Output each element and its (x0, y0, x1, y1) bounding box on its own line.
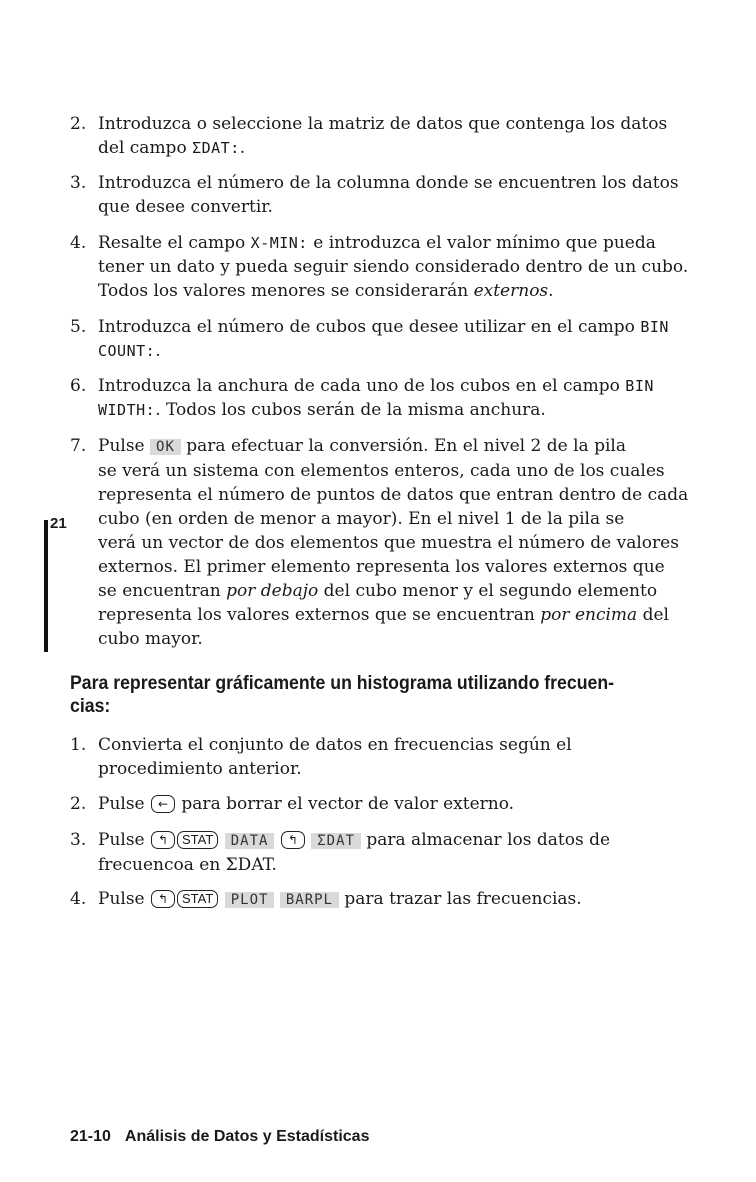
left-shift-key-icon: ↰ (151, 831, 175, 849)
step-text: procedimiento anterior. (98, 759, 302, 779)
step-text: e introduzca el valor mínimo que pueda (307, 233, 656, 253)
step-number: 3. (70, 830, 87, 850)
step-text: que desee convertir. (98, 197, 273, 217)
step-2 (70, 112, 710, 160)
step-number: 7. (70, 436, 87, 456)
step-text: Introduzca el número de cubos que desee utilizar en el campo (98, 317, 641, 337)
left-shift-key-icon: ↰ (151, 890, 175, 908)
step-text: Introduzca el número de la columna donde se encuentren los datos (98, 173, 679, 193)
stat-key: STAT (177, 831, 218, 849)
step-text-italic: por encima (540, 605, 638, 625)
page-number: 21-10 (70, 1128, 111, 1145)
heading-line: Para representar gráficamente un histograma utilizando frecuen- (70, 673, 614, 694)
step-text: se verá un sistema con elementos enteros, cada uno de los cuales (98, 461, 665, 481)
step-number: 2. (70, 114, 87, 134)
step-text: . Todos los cubos serán de la misma anchura. (155, 400, 546, 420)
ok-softkey: OK (150, 439, 181, 455)
step-number: 2. (70, 794, 87, 814)
sdat-softkey: ΣDAT (311, 833, 361, 849)
step-text-italic: por debajo (226, 581, 319, 601)
step-number: 1. (70, 735, 87, 755)
step-text: para efectuar la conversión. En el nivel 2 de la pila (180, 436, 626, 456)
step-text: externos. El primer elemento representa los valores externos que (98, 557, 665, 577)
step-text: del (637, 605, 669, 625)
chapter-tab-number: 21 (50, 515, 67, 532)
step-text: Pulse (98, 794, 151, 814)
step-4 (70, 231, 710, 303)
step-number: 6. (70, 376, 87, 396)
step-text: frecuencoa en ΣDAT. (98, 855, 277, 875)
step-5 (70, 315, 710, 363)
step-text: cubo (en orden de menor a mayor). En el nivel 1 de la pila se (98, 509, 625, 529)
section-heading (70, 672, 665, 718)
data-softkey: DATA (225, 833, 275, 849)
step-text: para almacenar los datos de (360, 830, 611, 850)
step-text: Resalte el campo (98, 233, 251, 253)
step-number: 4. (70, 233, 87, 253)
left-shift-key-icon: ↰ (281, 831, 305, 849)
step-7 (70, 434, 710, 651)
chapter-title: Análisis de Datos y Estadísticas (124, 1128, 370, 1145)
step-number: 5. (70, 317, 87, 337)
field-name: COUNT: (98, 342, 156, 360)
step-text: Introduzca la anchura de cada uno de los cubos en el campo (98, 376, 626, 396)
step-text: verá un vector de dos elementos que muestra el número de valores (98, 533, 679, 553)
field-name: X-MIN: (250, 234, 308, 252)
step-text: representa el número de puntos de datos que entran dentro de cada (98, 485, 689, 505)
step-6 (70, 374, 710, 422)
plot-softkey: PLOT (225, 892, 275, 908)
barpl-softkey: BARPL (280, 892, 339, 908)
field-name: WIDTH: (98, 401, 156, 419)
step-text: del cubo menor y el segundo elemento (318, 581, 658, 601)
step-text: se encuentran (98, 581, 227, 601)
step-text: Convierta el conjunto de datos en frecuencias según el (98, 735, 572, 755)
step-text: representa los valores externos que se encuentran (98, 605, 541, 625)
step-text: Todos los valores menores se considerarán (98, 281, 474, 301)
stat-key: STAT (177, 890, 218, 908)
backspace-key-icon: ← (151, 795, 175, 813)
step-text: Introduzca o seleccione la matriz de datos que contenga los datos (98, 114, 668, 134)
step-text: para borrar el vector de valor externo. (176, 794, 515, 814)
step-text: cubo mayor. (98, 629, 203, 649)
step-text: . (548, 281, 554, 301)
histogram-step-3 (70, 828, 710, 877)
field-name: ΣDAT: (192, 139, 240, 157)
histogram-step-4 (70, 887, 710, 912)
step-text: para trazar las frecuencias. (339, 889, 582, 909)
step-number: 3. (70, 173, 87, 193)
step-3 (70, 171, 710, 219)
step-text: Pulse (98, 436, 151, 456)
step-text: tener un dato y pueda seguir siendo considerado dentro de un cubo. (98, 257, 689, 277)
step-number: 4. (70, 889, 87, 909)
field-name: BIN (625, 377, 654, 395)
step-text: Pulse (98, 830, 151, 850)
page-footer (70, 1128, 369, 1146)
chapter-tab-bar (44, 520, 48, 652)
step-text: . (239, 138, 246, 158)
histogram-step-2 (70, 792, 710, 816)
step-text-italic: externos (473, 281, 549, 301)
step-text: . (155, 341, 161, 361)
step-text: Pulse (98, 889, 151, 909)
step-text: del campo (98, 138, 193, 158)
field-name: BIN (640, 318, 669, 336)
histogram-step-1 (70, 733, 710, 781)
heading-line: cias: (70, 696, 111, 717)
